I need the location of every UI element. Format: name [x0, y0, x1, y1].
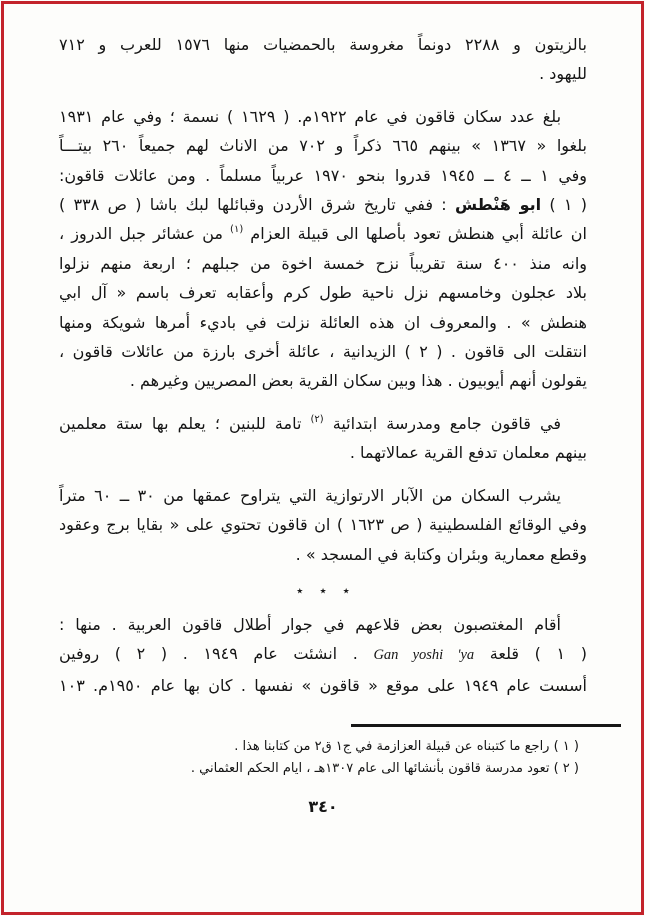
text-segment: بينهم معلمان تدفع القرية عمالاتهما .: [349, 443, 587, 463]
text-segment: بلاد عجلون وخامسهم نزل ناحية طول كرم وأعقابه تعرف باسم « آل ابي: [59, 283, 587, 303]
text-line: [59, 30, 587, 59]
text-line: [59, 409, 587, 438]
footnote-marker: (٢): [310, 413, 324, 425]
text-segment: تامة للبنين ؛ يعلم بها ستة معلمين: [59, 413, 311, 433]
text-line: [59, 219, 587, 248]
body-text-main: [59, 30, 587, 569]
footnote-line: ( ١ ) راجع ما كتبناه عن قبيلة العزازمة في ج١ ق٢ من كتابنا هذا .: [234, 738, 579, 754]
footnotes-block: [59, 736, 587, 781]
text-line: [59, 102, 587, 131]
section-separator-stars: ٭ ٭ ٭: [296, 583, 350, 599]
text-segment: : ففي تاريخ شرق الأردن وقبائلها لبك باشا ( ص ٣٣٨ ): [59, 195, 455, 215]
latin-settlement-name: Gan yoshi 'ya: [373, 647, 475, 664]
text-line: [59, 278, 587, 307]
footnote-line: ( ٢ ) تعود مدرسة قاقون بأنشائها الى عام ١٣٠٧هـ ، ايام الحكم العثماني .: [190, 761, 579, 777]
paragraph: [59, 481, 587, 569]
text-segment: وقطع معمارية وبئران وكتابة في المسجد » .: [295, 544, 587, 564]
text-line: [59, 671, 587, 700]
text-segment: وفي ١ ــ ٤ ــ ١٩٤٥ قدروا بنحو ١٩٧٠ عربياً مسلماً . ومن عائلات قاقون:: [59, 165, 588, 185]
text-segment: ( ١ ): [541, 195, 588, 215]
text-segment: بلغ عدد سكان قاقون في عام ١٩٢٢م. ( ١٦٢٩ ) نسمة ؛ وفي عام ١٩٣١: [59, 106, 562, 126]
page-content: [59, 30, 587, 816]
text-line: [59, 610, 587, 639]
text-segment: لليهود .: [539, 64, 587, 84]
footnote-marker: (١): [230, 224, 244, 236]
text-segment: يشرب السكان من الآبار الارتوازية التي يتراوح عمقها من ٣٠ ــ ٦٠ متراً: [59, 485, 561, 505]
text-segment: يقولون أنهم أيوبيون . هذا وبين سكان القرية بعض المصريين وغيرهم .: [129, 371, 587, 391]
text-line: [59, 366, 587, 395]
body-text-after-separator: [59, 610, 587, 700]
text-line: [59, 131, 587, 160]
text-segment: ان عائلة أبي هنطش تعود بأصلها الى قبيلة العزام: [243, 224, 587, 244]
text-segment: أقام المغتصبون بعض قلاعهم في جوار أطلال قاقون العربية . منها :: [59, 614, 561, 634]
paragraph: [59, 102, 587, 396]
text-line: [59, 540, 587, 569]
text-segment: هنطش » . والمعروف ان هذه العائلة نزلت في باديء أمرها شويكة ومنها: [59, 312, 587, 332]
page-number: ٣٤٠: [308, 796, 338, 816]
text-line: [59, 59, 587, 88]
text-line: [59, 438, 587, 467]
text-segment: بالزيتون و ٢٢٨٨ دونماً مغروسة بالحمضيات منها ١٥٧٦ للعرب و ٧١٢: [59, 35, 587, 54]
text-segment: وانه منذ ٤٠٠ سنة تقريباً نزح خمسة اخوة من جبلهم ؛ اربعة منهم نزلوا: [59, 253, 587, 273]
text-line: [59, 249, 587, 278]
text-segment: انتقلت الى قاقون . ( ٢ ) الزيدانية ، عائلة أخرى بارزة من عائلات قاقون ،: [59, 342, 587, 362]
text-line: [59, 161, 587, 190]
family-name-bold: ابو هَنْطش: [454, 195, 542, 215]
text-segment: وفي الوقائع الفلسطينية ( ص ١٦٢٣ ) ان قاقون تحتوي على « بقايا برج وعقود: [59, 515, 587, 535]
text-line: [59, 190, 587, 219]
text-segment: بلغوا « ١٣٦٧ » بينهم ٦٦٥ ذكراً و ٧٠٢ من الاناث لهم جميعاً ٢٦٠ بيتـــاً: [59, 136, 588, 156]
text-segment: . انشئت عام ١٩٤٩ . ( ٢ ) روفين: [59, 644, 374, 664]
paragraph: [59, 30, 587, 89]
text-segment: ( ١ ) قلعة: [474, 644, 587, 664]
text-segment: في قاقون جامع ومدرسة ابتدائية: [323, 413, 561, 433]
paragraph: [59, 409, 587, 468]
text-line: [59, 337, 587, 366]
paragraph: [59, 610, 587, 700]
text-line: [59, 510, 587, 539]
text-line: [59, 481, 587, 510]
text-line: [59, 639, 587, 670]
footnote-rule: [351, 724, 621, 727]
text-line: [59, 308, 587, 337]
text-segment: من عشائر جبل الدروز ،: [59, 224, 231, 244]
text-segment: أسست عام ١٩٤٩ على موقع « قاقون » نفسها . كان بها عام ١٩٥٠م. ١٠٣: [59, 675, 588, 695]
